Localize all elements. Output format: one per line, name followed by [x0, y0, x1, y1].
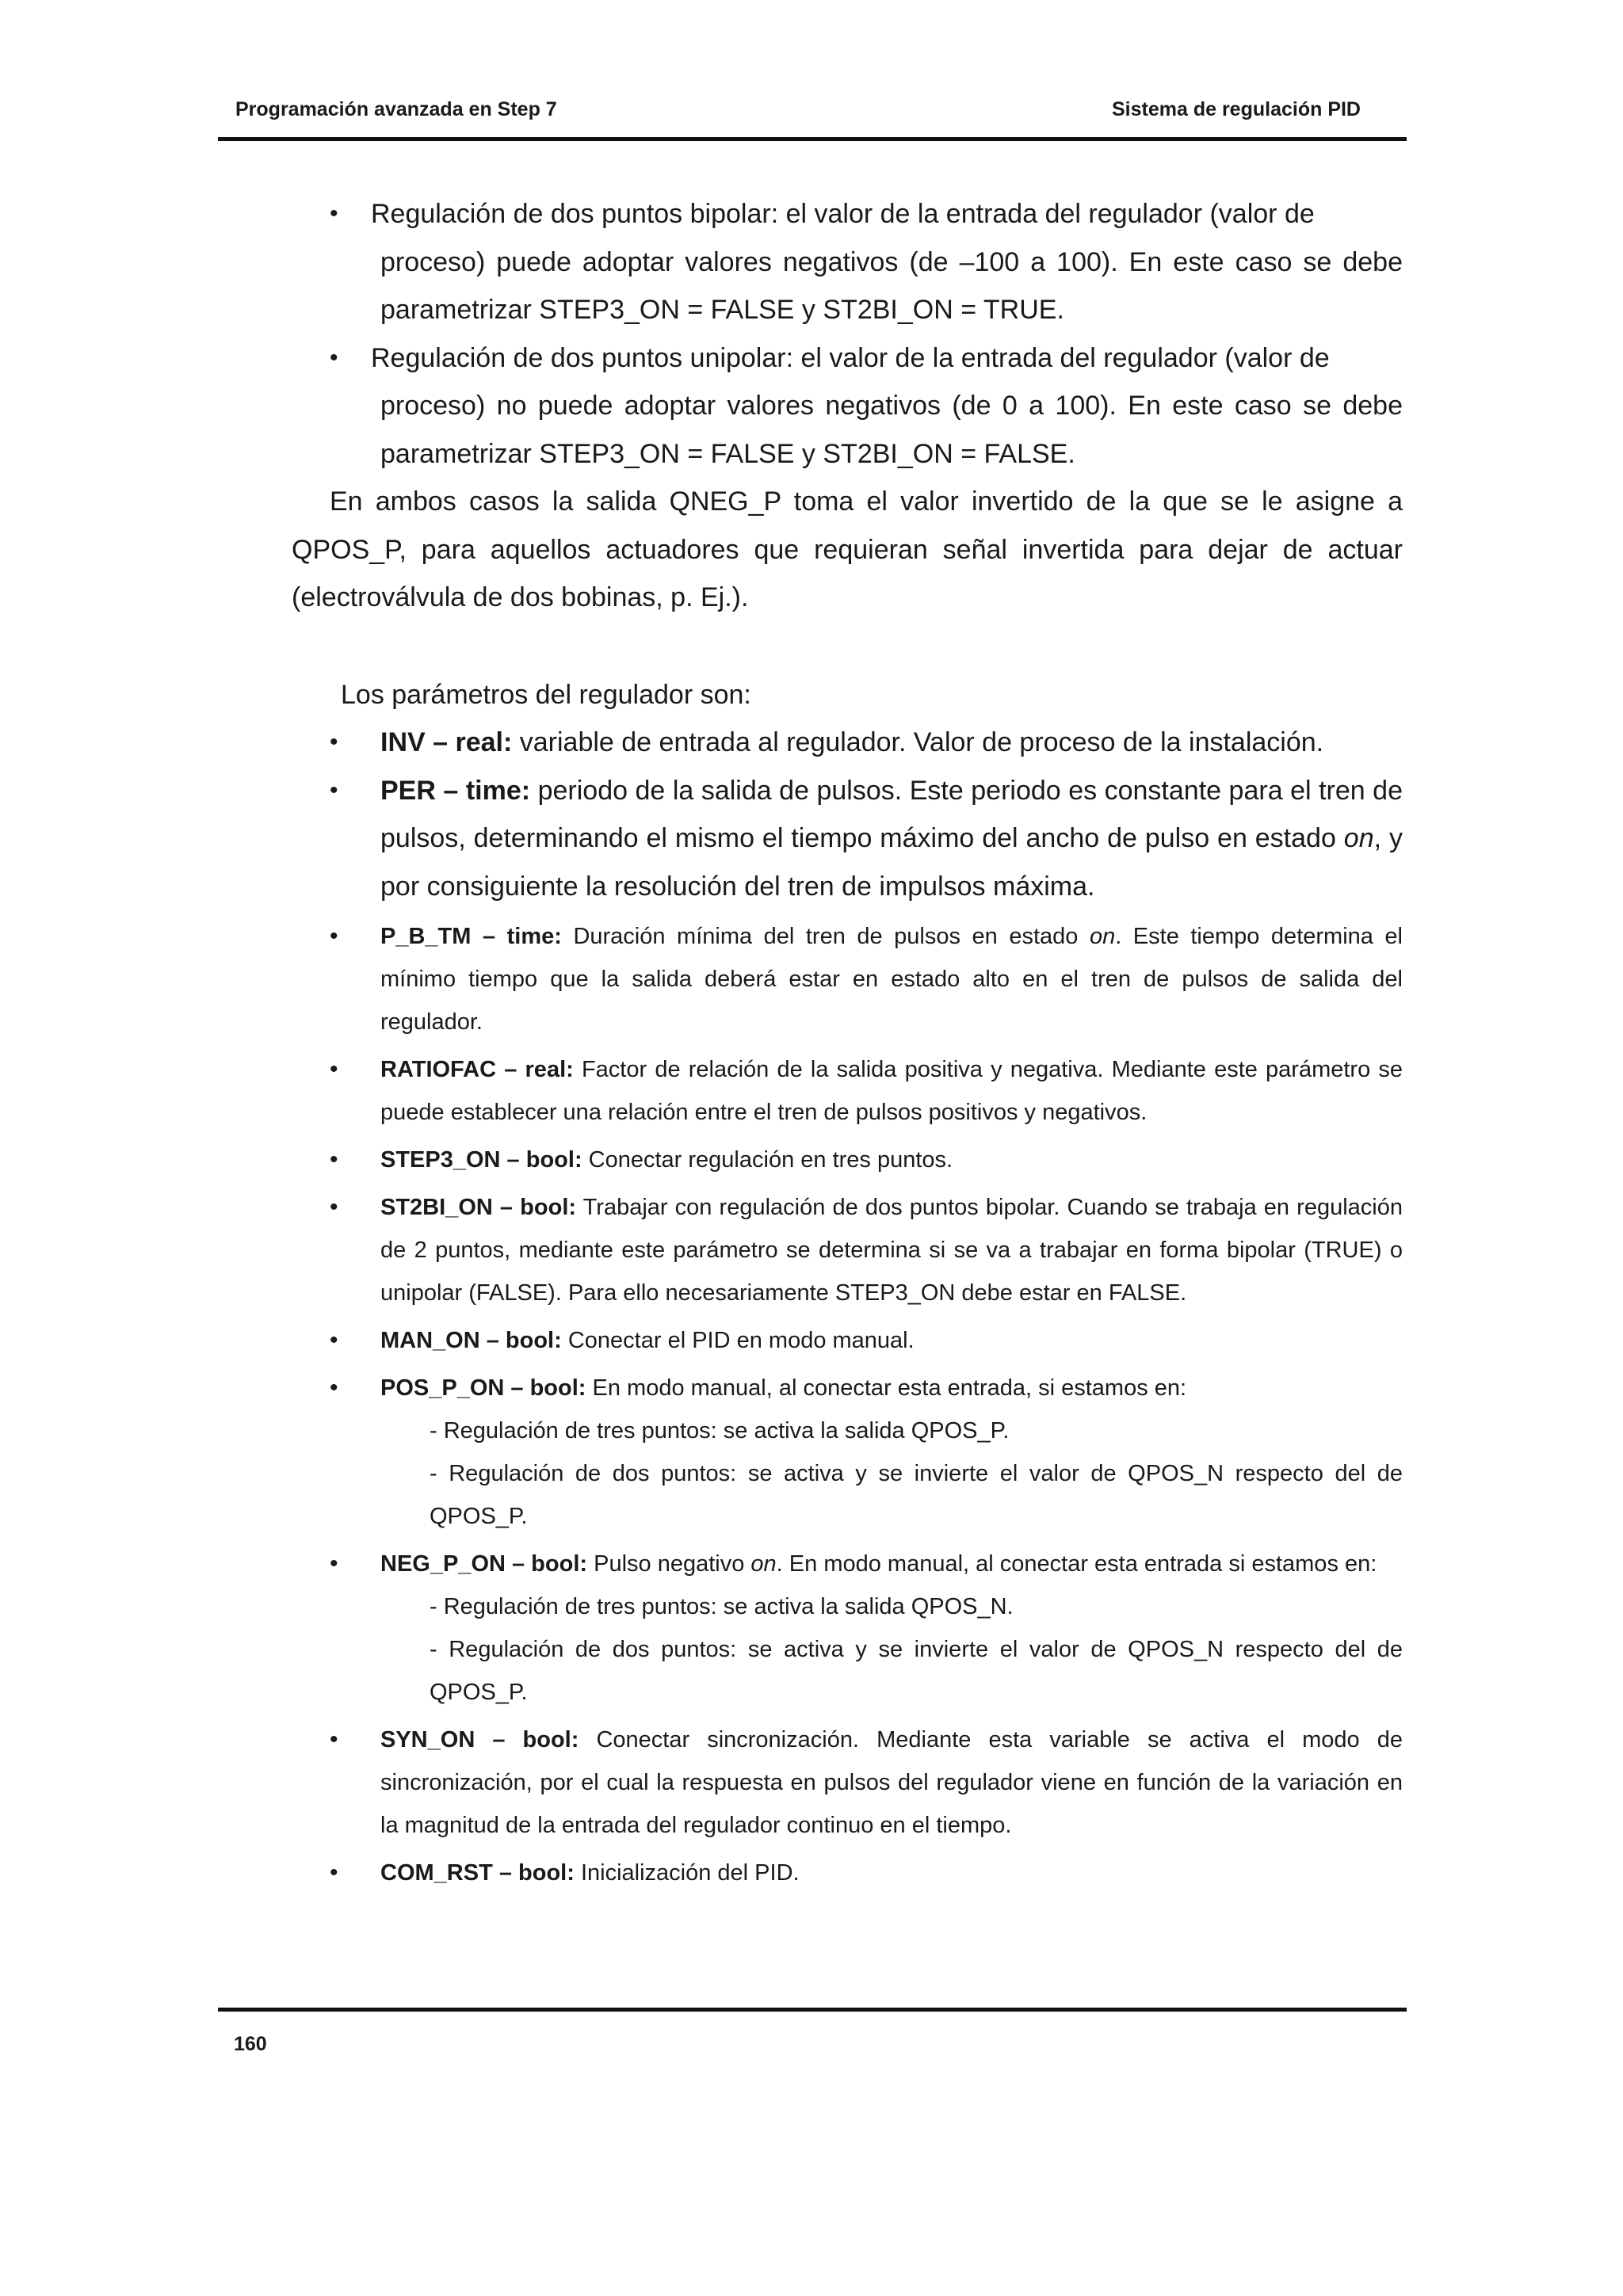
- param-desc: Conectar el PID en modo manual.: [561, 1328, 915, 1353]
- param-desc: Inicialización del PID.: [574, 1860, 800, 1886]
- param-desc: Pulso negativo: [587, 1551, 751, 1577]
- bullet-first-line: Regulación de dos puntos bipolar: el valor de la entrada del regulador (valor de: [371, 199, 1315, 229]
- param-name: COM_RST – bool:: [380, 1860, 575, 1886]
- bullet-icon: •: [330, 1550, 338, 1577]
- param-desc: periodo de la salida de pulsos. Este periodo es constante para el tren de pulsos, determinando el mismo el tiempo máximo del ancho de pulso en estado: [380, 775, 1403, 853]
- param-per: [292, 767, 1403, 911]
- header-chapter-title: Sistema de regulación PID: [1112, 98, 1361, 120]
- param-neg-p-on: [292, 1543, 1403, 1714]
- page-content: [292, 190, 1403, 1894]
- param-desc: Trabajar con regulación de dos puntos bipolar. Cuando se trabaja en regulación de 2 puntos, mediante este parámetro se determina si se va a trabajar en forma bipolar (TRUE) o unipolar (FALSE). Para ello necesariamente STEP3_ON debe estar en FALSE.: [380, 1195, 1403, 1306]
- param-name: STEP3_ON – bool:: [380, 1147, 582, 1173]
- bullet-icon: •: [330, 1056, 338, 1082]
- param-desc: En modo manual, al conectar esta entrada, si estamos en:: [586, 1375, 1187, 1401]
- bullet-icon: •: [330, 923, 338, 949]
- param-pbtm: [292, 915, 1403, 1043]
- param-st2bi-on: [292, 1186, 1403, 1314]
- param-desc-end: . En modo manual, al conectar esta entrada si estamos en:: [776, 1551, 1377, 1577]
- sub-item-two-points: - Regulación de dos puntos: se activa y se invierte el valor de QPOS_N respecto del de QPOS_P.: [430, 1637, 1403, 1705]
- sub-item-two-points: - Regulación de dos puntos: se activa y se invierte el valor de QPOS_N respecto del de QPOS_P.: [430, 1461, 1403, 1529]
- bullet-icon: •: [330, 776, 338, 803]
- bullet-icon: •: [330, 729, 338, 755]
- param-desc: Conectar regulación en tres puntos.: [582, 1147, 953, 1173]
- spacer: [292, 622, 1403, 671]
- bullet-bipolar: [292, 190, 1403, 334]
- param-desc: Duración mínima del tren de pulsos en estado: [561, 924, 1090, 949]
- paragraph-qneg: En ambos casos la salida QNEG_P toma el valor invertido de la que se le asigne a QPOS_P, para aquellos actuadores que requieran señal invertida para dejar de actuar (electroválvula de dos bobinas, p. Ej.).: [292, 486, 1403, 612]
- param-desc: variable de entrada al regulador. Valor de proceso de la instalación.: [512, 727, 1324, 757]
- param-name: NEG_P_ON – bool:: [380, 1551, 588, 1577]
- param-ratiofac: [292, 1048, 1403, 1134]
- bullet-continuation: proceso) puede adoptar valores negativos (de –100 a 100). En este caso se debe parametrizar STEP3_ON = FALSE y ST2BI_ON = TRUE.: [380, 246, 1403, 325]
- param-syn-on: [292, 1718, 1403, 1847]
- bullet-icon: •: [330, 1726, 338, 1753]
- param-pos-p-on: [292, 1367, 1403, 1538]
- param-emphasis: on: [1343, 823, 1374, 853]
- param-name: SYN_ON – bool:: [380, 1727, 579, 1753]
- footer-rule: [218, 2008, 1407, 2012]
- param-desc: Factor de relación de la salida positiva y negativa. Mediante este parámetro se puede establecer una relación entre el tren de pulsos positivos y negativos.: [380, 1057, 1403, 1125]
- param-name: ST2BI_ON – bool:: [380, 1195, 577, 1220]
- bullet-icon: •: [330, 1375, 338, 1401]
- param-step3-on: [292, 1138, 1403, 1181]
- param-emphasis: on: [750, 1551, 777, 1577]
- header-rule: [218, 137, 1407, 141]
- bullet-unipolar: [292, 334, 1403, 479]
- param-name: RATIOFAC – real:: [380, 1057, 574, 1082]
- page-header: [218, 98, 1407, 122]
- param-name: PER – time:: [380, 775, 531, 806]
- bullet-icon: •: [330, 200, 338, 227]
- params-intro: Los parámetros del regulador son:: [341, 679, 751, 710]
- param-desc-end: . Este tiempo determina el mínimo tiempo que la salida deberá estar en estado alto en el tren de pulsos de salida del regulador.: [380, 924, 1403, 1035]
- param-inv: [292, 719, 1403, 767]
- bullet-icon: •: [330, 1194, 338, 1220]
- bullet-first-line: Regulación de dos puntos unipolar: el valor de la entrada del regulador (valor de: [371, 342, 1330, 373]
- sub-item-three-points: - Regulación de tres puntos: se activa la salida QPOS_N.: [430, 1594, 1014, 1619]
- param-name: INV – real:: [380, 727, 513, 757]
- param-emphasis: on: [1089, 924, 1116, 949]
- bullet-icon: •: [330, 344, 338, 371]
- param-name: POS_P_ON – bool:: [380, 1375, 586, 1401]
- bullet-continuation: proceso) no puede adoptar valores negativos (de 0 a 100). En este caso se debe parametrizar STEP3_ON = FALSE y ST2BI_ON = FALSE.: [380, 391, 1403, 469]
- param-name: P_B_TM – time:: [380, 924, 562, 949]
- param-com-rst: [292, 1852, 1403, 1894]
- param-desc-end: , y por consiguiente la resolución del tren de impulsos máxima.: [380, 823, 1403, 902]
- param-name: MAN_ON – bool:: [380, 1328, 562, 1353]
- bullet-icon: •: [330, 1146, 338, 1173]
- page-number: 160: [234, 2033, 267, 2055]
- param-man-on: [292, 1319, 1403, 1362]
- header-book-title: Programación avanzada en Step 7: [235, 98, 557, 120]
- bullet-icon: •: [330, 1327, 338, 1353]
- sub-item-three-points: - Regulación de tres puntos: se activa la salida QPOS_P.: [430, 1418, 1010, 1444]
- param-desc: Conectar sincronización. Mediante esta variable se activa el modo de sincronización, por el cual la respuesta en pulsos del regulador viene en función de la variación en la magnitud de la entrada del regulador continuo en el tiempo.: [380, 1727, 1403, 1838]
- bullet-icon: •: [330, 1859, 338, 1886]
